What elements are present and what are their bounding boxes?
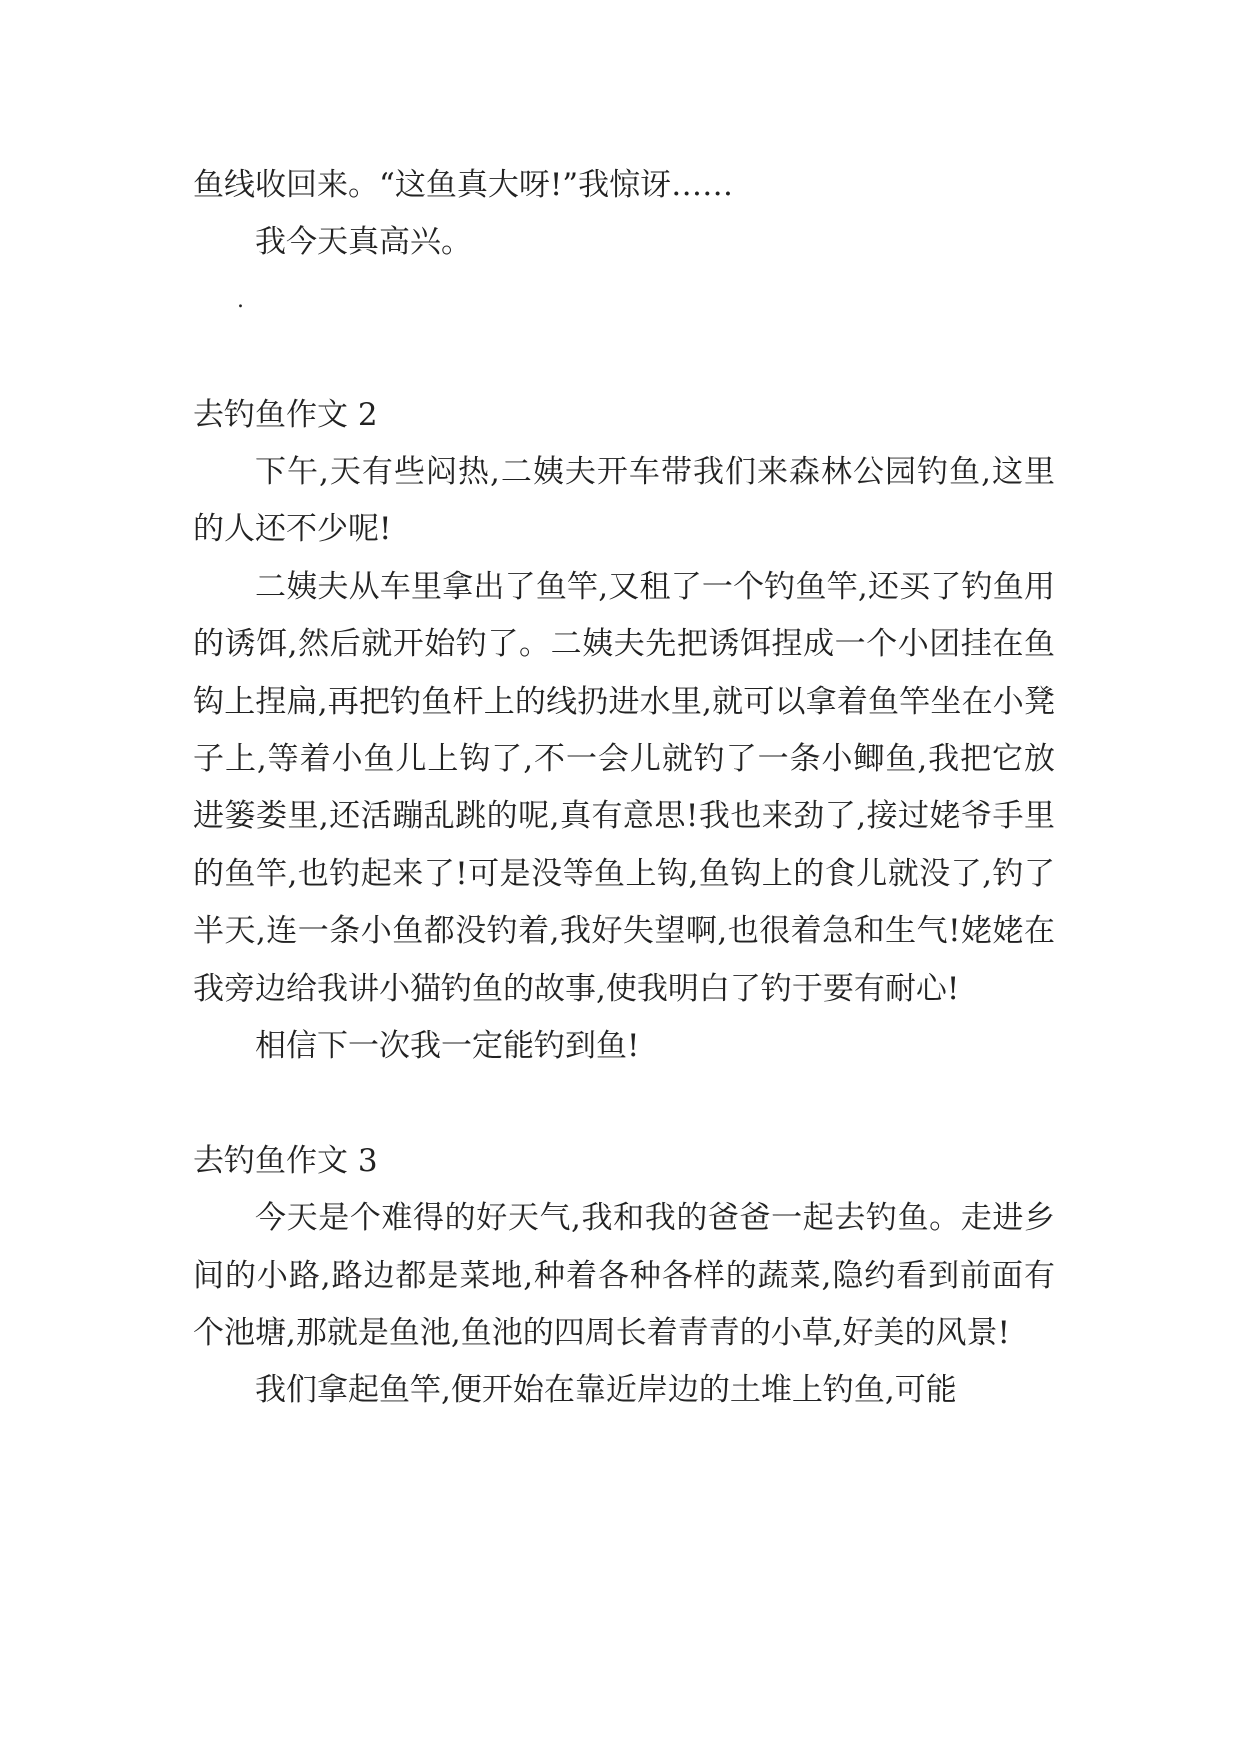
spacer <box>193 1075 1055 1132</box>
essay-2-paragraph-3: 相信下一次我一定能钓到鱼! <box>255 1028 640 1065</box>
spacer <box>193 329 1055 386</box>
closing-paragraph: 我今天真高兴。 <box>255 224 472 261</box>
essay-3-paragraph-2: 我们拿起鱼竿,便开始在靠近岸边的土堆上钓鱼,可能 <box>255 1372 957 1409</box>
essay-3-title: 去钓鱼作文 3 <box>193 1142 378 1179</box>
continuation-line: 鱼线收回来。“这鱼真大呀!”我惊讶…… <box>193 167 734 203</box>
essay-2-paragraph-2: 二姨夫从车里拿出了鱼竿,又租了一个钓鱼竿,还买了钓鱼用的诱饵,然后就开始钓了。二姨夫先把诱饵捏成一个小团挂在鱼钩上捏扁,再把钓鱼杆上的线扔进水里,就可以拿着鱼竿坐在小凳子上,等着小鱼儿上钩了,不一会儿就钓了一条小鲫鱼,我把它放进篓娄里,还活蹦乱跳的呢,真有意思!我也来劲了,接过姥爷手里的鱼竿,也钓起来了!可是没等鱼上钩,鱼钩上的食儿就没了,钓了半天,连一条小鱼都没钓着,我好失望啊,也很着急和生气!姥姥在我旁边给我讲小猫钓鱼的故事,使我明白了钓于要有耐心! <box>193 568 1055 1007</box>
stray-dot: . <box>237 287 244 313</box>
essay-2-paragraph-1: 下午,天有些闷热,二姨夫开车带我们来森林公园钓鱼,这里的人还不少呢! <box>193 454 1055 548</box>
essay-2-title: 去钓鱼作文 2 <box>193 396 378 433</box>
essay-3-paragraph-1: 今天是个难得的好天气,我和我的爸爸一起去钓鱼。走进乡间的小路,路边都是菜地,种着各种各样的蔬菜,隐约看到前面有个池塘,那就是鱼池,鱼池的四周长着青青的小草,好美的风景! <box>193 1200 1055 1352</box>
document-page <box>193 157 1055 1420</box>
